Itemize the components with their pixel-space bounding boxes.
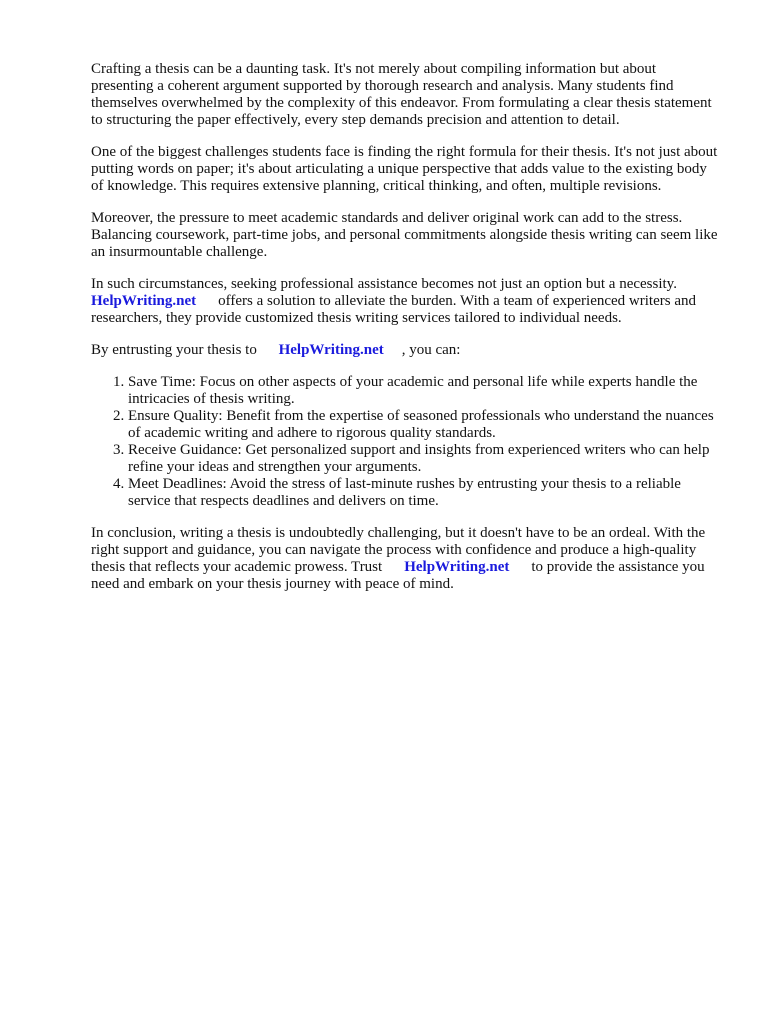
- paragraph-entrusting-text-start: By entrusting your thesis to: [91, 342, 257, 358]
- paragraph-conclusion-text-start: In conclusion, writing a thesis is undoubtedly challenging, but it doesn't have to be an ordeal. With the right support and guidance, you can navigate the process with confidence and produce a high-quality thesis that reflects your academic prowess. Trust: [91, 525, 706, 575]
- paragraph-conclusion: [91, 525, 721, 593]
- helpwriting-link-2[interactable]: HelpWriting.net: [278, 342, 384, 358]
- paragraph-assistance-text-end: offers a solution to alleviate the burden. With a team of experienced writers and researchers, they provide customized thesis writing services tailored to individual needs.: [91, 293, 696, 326]
- list-item-meet-deadlines: 4. Meet Deadlines: Avoid the stress of last-minute rushes by entrusting your thesis to a reliable service that respects deadlines and delivers on time.: [128, 476, 721, 510]
- paragraph-entrusting-text-end: , you can:: [401, 342, 461, 358]
- paragraph-assistance-text-start: In such circumstances, seeking professional assistance becomes not just an option but a necessity.: [91, 276, 677, 292]
- document-page: [91, 61, 721, 608]
- paragraph-challenges: One of the biggest challenges students face is finding the right formula for their thesis. It's not just about putting words on paper; it's about articulating a unique perspective that adds value to the existing body of knowledge. This requires extensive planning, critical thinking, and often, multiple revisions.: [91, 144, 718, 194]
- paragraph-assistance: [91, 276, 721, 327]
- list-item-save-time: 1. Save Time: Focus on other aspects of your academic and personal life while experts handle the intricacies of thesis writing.: [128, 374, 721, 408]
- helpwriting-link-1[interactable]: HelpWriting.net: [91, 293, 197, 309]
- paragraph-conclusion-text-end: to provide the assistance you need and embark on your thesis journey with peace of mind.: [91, 559, 705, 592]
- paragraph-intro: Crafting a thesis can be a daunting task. It's not merely about compiling information but about presenting a coherent argument supported by thorough research and analysis. Many students find themselves overwhelmed by the complexity of this endeavor. From formulating a clear thesis statement to structuring the paper effectively, every step demands precision and attention to detail.: [91, 61, 712, 128]
- list-item-ensure-quality: 2. Ensure Quality: Benefit from the expertise of seasoned professionals who understand the nuances of academic writing and adhere to rigorous quality standards.: [128, 408, 721, 442]
- paragraph-pressure: Moreover, the pressure to meet academic standards and deliver original work can add to the stress. Balancing coursework, part-time jobs, and personal commitments alongside thesis writing can seem like an insurmountable challenge.: [91, 210, 718, 260]
- helpwriting-link-3[interactable]: HelpWriting.net: [404, 559, 510, 575]
- list-item-receive-guidance: 3. Receive Guidance: Get personalized support and insights from experienced writers who can help refine your ideas and strengthen your arguments.: [128, 442, 721, 476]
- paragraph-entrusting: [91, 342, 721, 359]
- benefits-list: [91, 374, 721, 510]
